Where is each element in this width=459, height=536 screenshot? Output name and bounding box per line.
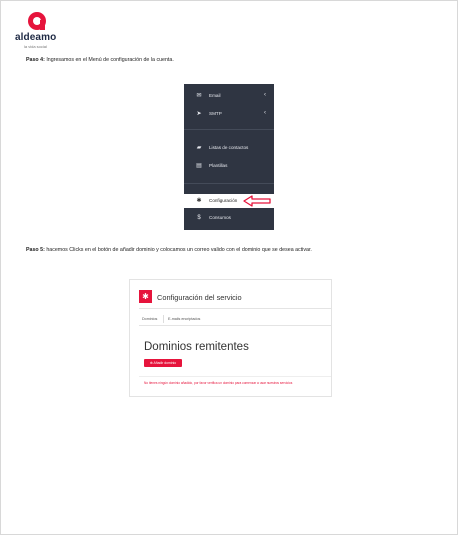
tab-divider xyxy=(163,315,164,323)
menu-divider xyxy=(184,183,274,184)
document-icon: ▤ xyxy=(196,163,202,169)
tab-emails-encriptados[interactable]: E-mails encriptados xyxy=(168,317,201,321)
logo-tagline: la vida social xyxy=(24,44,47,49)
section-heading: Dominios remitentes xyxy=(144,341,249,353)
section-divider xyxy=(139,376,331,377)
service-configuration-screenshot xyxy=(129,279,332,397)
menu-item-email[interactable] xyxy=(184,89,274,103)
menu-item-label: Listas de contactos xyxy=(209,145,249,150)
gear-icon: ✱ xyxy=(196,198,202,204)
menu-item-label: Configuración xyxy=(209,198,238,203)
step-4-paragraph xyxy=(26,57,174,64)
envelope-icon: ✉ xyxy=(196,93,202,99)
menu-item-plantillas[interactable] xyxy=(184,159,274,173)
menu-item-label: Consumos xyxy=(209,215,231,220)
step-4-text: Ingresamos en el Menú de configuración de la cuenta. xyxy=(44,57,174,63)
chevron-left-icon: ‹ xyxy=(264,92,266,98)
aldeamo-logo xyxy=(15,11,75,53)
red-arrow-pointer-icon xyxy=(242,195,272,207)
book-icon: ▰ xyxy=(196,145,202,151)
paper-plane-icon: ➤ xyxy=(196,111,202,117)
add-domain-button[interactable]: ⊕ Añadir dominio xyxy=(144,359,182,367)
menu-item-consumos[interactable] xyxy=(184,211,274,225)
chevron-left-icon: ‹ xyxy=(264,110,266,116)
menu-divider xyxy=(184,129,274,130)
menu-item-label: Plantillas xyxy=(209,163,228,168)
menu-item-listas-de-contactos[interactable] xyxy=(184,141,274,155)
step-4-label: Paso 4: xyxy=(26,57,45,63)
empty-state-message: No tienes ningún dominio añadido, por favor verifica un dominio para comenzar a usar nuestros servicios xyxy=(144,381,293,385)
service-title: Configuración del servicio xyxy=(157,293,242,302)
tabs-divider xyxy=(139,325,331,326)
step-5-text: hacemos Clicks en el botón de añadir dominio y colocamos un correo valido con el dominio que se desea activar. xyxy=(44,247,312,253)
dollar-icon: $ xyxy=(197,215,201,221)
service-header xyxy=(130,286,331,303)
menu-item-label: SMTP xyxy=(209,111,222,116)
step-5-label: Paso 5: xyxy=(26,247,45,253)
menu-item-label: Email xyxy=(209,93,221,98)
header-divider xyxy=(139,308,331,309)
logo-wordmark: aldeamo xyxy=(15,32,57,43)
gear-icon: ✱ xyxy=(139,290,152,303)
aldeamo-logo-icon xyxy=(27,11,47,31)
tab-dominios[interactable]: Dominios xyxy=(142,317,158,321)
step-5-paragraph xyxy=(26,247,312,254)
menu-item-smtp[interactable] xyxy=(184,107,274,121)
sidebar-menu-screenshot xyxy=(184,84,274,230)
